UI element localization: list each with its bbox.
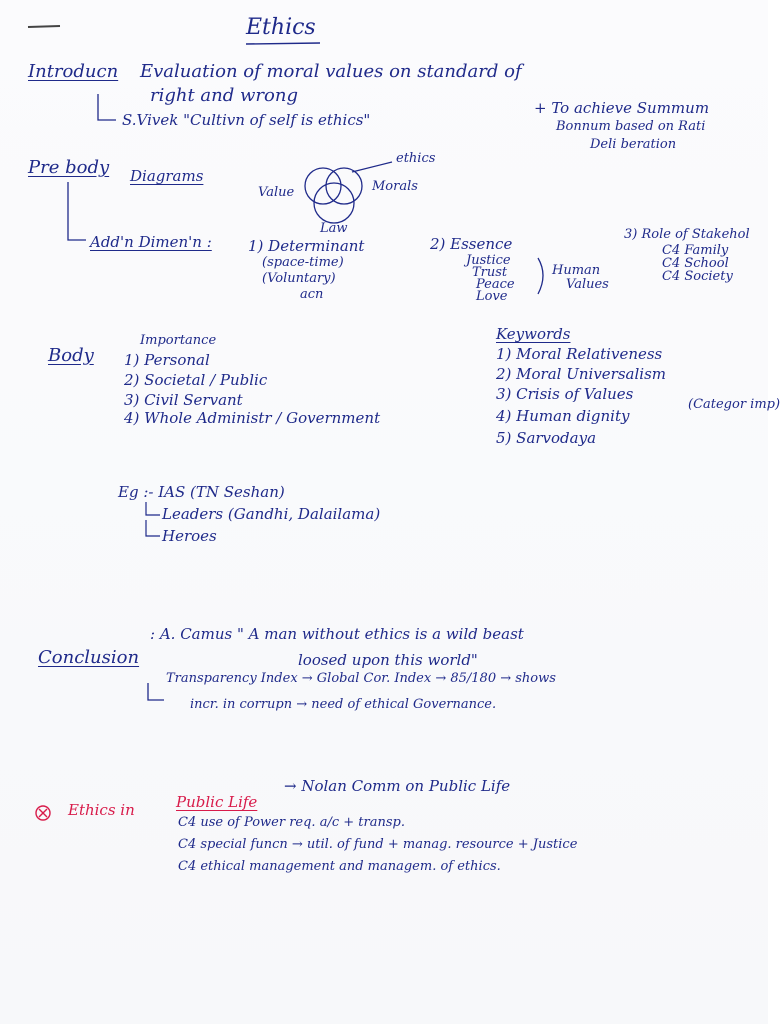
importance-title: Importance (140, 333, 217, 348)
prebody-label: Pre body (28, 157, 110, 178)
essence-item-3: Peace (476, 277, 515, 292)
intro-line-1: Evaluation of moral values on standard of (140, 61, 522, 82)
keyword-4: 4) Human dignity (496, 407, 630, 425)
intro-line-2: right and wrong (150, 85, 298, 106)
public-item-3: C4 ethical management and managem. of ethics. (178, 859, 501, 874)
public-item-1: C4 use of Power req. a/c + transp. (178, 815, 405, 830)
venn-morals: Morals (372, 179, 418, 194)
essence-item-4: Love (476, 289, 508, 304)
conclusion-line-3: Transparency Index → Global Cor. Index → 85/180 → shows (166, 671, 556, 686)
keyword-5: 5) Sarvodaya (496, 429, 597, 447)
stakeholder-3: C4 Society (662, 269, 733, 284)
keyword-1: 1) Moral Relativeness (496, 345, 663, 363)
essence-item-2: Trust (472, 265, 508, 280)
keyword-3: 3) Crisis of Values (496, 385, 634, 403)
conclusion-line-1: : A. Camus " A man without ethics is a wild beast (150, 625, 524, 643)
public-life-label: Ethics in (68, 801, 135, 819)
public-item-2: C4 special funcn → util. of fund + manag. resource + Justice (178, 837, 578, 852)
example-1: Eg :- IAS (TN Seshan) (118, 483, 285, 501)
conclusion-line-2: loosed upon this world" (298, 651, 478, 669)
dimension-1-line-4: acn (300, 287, 324, 302)
venn-ethics: ethics (396, 151, 436, 166)
example-3: Heroes (162, 527, 217, 545)
essence-item-1: Justice (466, 253, 511, 268)
prebody-diagrams: Diagrams (130, 167, 204, 185)
dimension-1-title: 1) Determinant (248, 237, 365, 255)
importance-item-4: 4) Whole Administr / Government (124, 409, 381, 427)
keywords-title: Keywords (496, 325, 571, 343)
page-title: Ethics (246, 15, 316, 40)
essence-rhs-2: Values (566, 277, 609, 292)
essence-rhs-1: Human (552, 263, 601, 278)
dimension-1-line-3: (Voluntary) (262, 271, 336, 286)
intro-line-3b: + To achieve Summum (534, 99, 710, 117)
dimension-1-line-2: (space-time) (262, 255, 344, 270)
intro-line-3: S.Vivek "Cultivn of self is ethics" (122, 111, 371, 129)
body-label: Body (48, 345, 94, 366)
dimension-3-title: 3) Role of Stakehol (624, 227, 750, 242)
importance-item-3: 3) Civil Servant (124, 391, 243, 409)
dimension-2-title: 2) Essence (430, 235, 513, 253)
keyword-4-note: (Categor imp) (688, 397, 780, 412)
intro-line-5: Deli beration (590, 137, 677, 152)
venn-law: Law (320, 221, 348, 236)
nolan-committee: → Nolan Comm on Public Life (284, 777, 511, 795)
stakeholder-2: C4 School (662, 256, 729, 271)
conclusion-line-4: incr. in corrupn → need of ethical Governance. (190, 697, 497, 712)
stakeholder-1: C4 Family (662, 243, 729, 258)
intro-label: Introducn (28, 61, 119, 82)
intro-line-4: Bonnum based on Rati (556, 119, 706, 134)
conclusion-label: Conclusion (38, 647, 140, 668)
importance-item-1: 1) Personal (124, 351, 210, 369)
public-life-label-2: Public Life (176, 793, 258, 811)
addl-dimension-label: Add'n Dimen'n : (90, 233, 212, 251)
venn-values: Value (258, 185, 295, 200)
example-2: Leaders (Gandhi, Dalailama) (162, 505, 381, 523)
importance-item-2: 2) Societal / Public (124, 371, 268, 389)
keyword-2: 2) Moral Universalism (496, 365, 667, 383)
